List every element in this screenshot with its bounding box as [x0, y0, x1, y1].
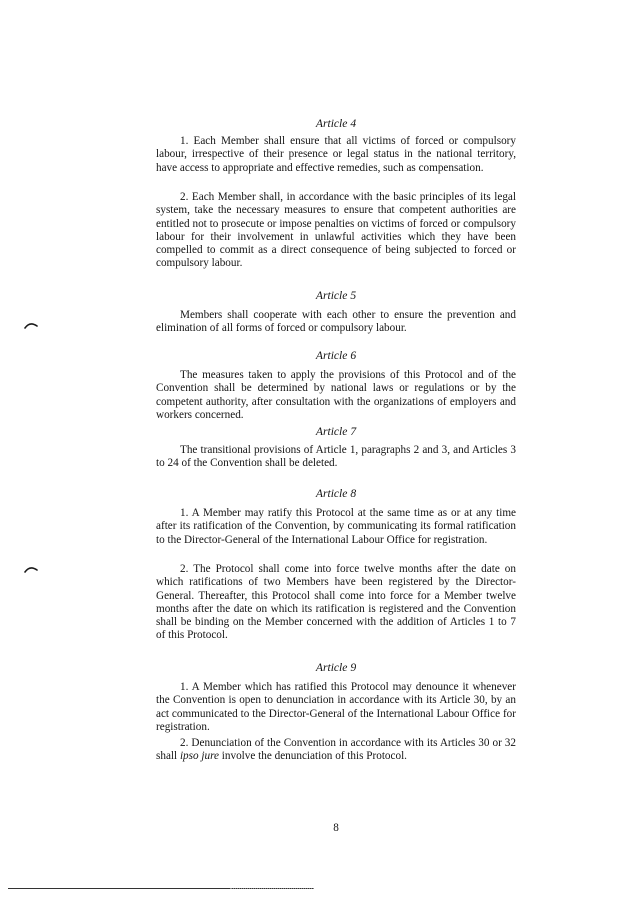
article-8-paragraph-1: 1. A Member may ratify this Protocol at the same time as or at any time after its ratification of the Convention, by communicating its formal ratification to the Director-General of the International Labour Office for registration. [156, 507, 516, 546]
article-9-paragraph-2 [156, 737, 516, 764]
footer-rule-faint [230, 888, 314, 889]
article-9-paragraph-2-italic-term: ipso jure [179, 750, 219, 763]
article-6-paragraph-1: The measures taken to apply the provisions of this Protocol and of the Convention shall be determined by national laws or regulations or by the competent authority, after consultation with the organizations of employers and workers concerned. [156, 369, 516, 421]
article-4-heading: Article 4 [315, 117, 357, 130]
article-4-paragraph-1: 1. Each Member shall ensure that all victims of forced or compulsory labour, irrespective of their presence or legal status in the national territory, have access to appropriate and effective remedies, such as compensation. [156, 135, 516, 174]
article-5-paragraph-1: Members shall cooperate with each other to ensure the prevention and elimination of all forms of forced or compulsory labour. [156, 309, 516, 335]
page-number: 8 [333, 822, 339, 834]
article-9-paragraph-2-text-start: 2. Denunciation of the Convention in accordance with its Articles 30 or 32 shall [156, 737, 516, 763]
article-8-heading: Article 8 [315, 487, 357, 500]
article-9-paragraph-2-text-end: involve the denunciation of this Protocol. [219, 750, 407, 763]
article-9-paragraph-1: 1. A Member which has ratified this Protocol may denounce it whenever the Convention is open to denunciation in accordance with its Article 30, by an act communicated to the Director-General of the International Labour Office for registration. [156, 681, 516, 733]
article-7-paragraph-1: The transitional provisions of Article 1, paragraphs 2 and 3, and Articles 3 to 24 of the Convention shall be deleted. [156, 444, 516, 470]
margin-mark-icon [24, 565, 38, 573]
article-6-heading: Article 6 [315, 349, 357, 362]
margin-mark-icon [24, 321, 38, 329]
article-4-paragraph-2: 2. Each Member shall, in accordance with the basic principles of its legal system, take the necessary measures to ensure that competent authorities are entitled not to prosecute or impose penalties on victims of forced or compulsory labour for their involvement in unlawful activities which they have been compelled to commit as a direct consequence of being subjected to forced or compulsory labour. [156, 191, 516, 270]
article-5-heading: Article 5 [315, 289, 357, 302]
article-9-heading: Article 9 [315, 661, 357, 674]
article-7-heading: Article 7 [315, 425, 357, 438]
article-8-paragraph-2: 2. The Protocol shall come into force twelve months after the date on which ratifications of two Members have been registered by the Director-General. Thereafter, this Protocol shall come into force for a Member twelve months after the date on which its ratification is registered and the Convention shall be binding on the Member concerned with the addition of Articles 1 to 7 of this Protocol. [156, 563, 516, 642]
